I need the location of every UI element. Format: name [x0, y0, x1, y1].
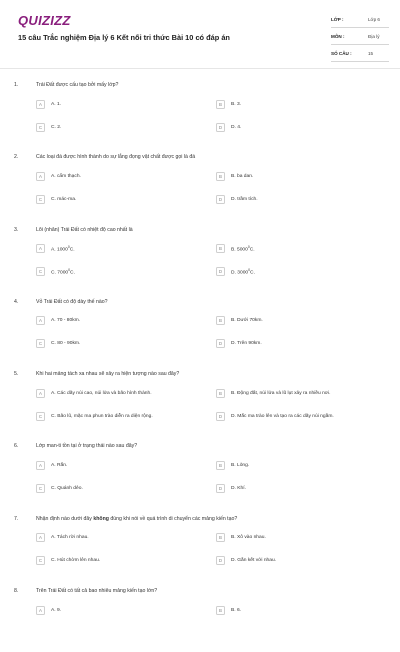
option-letter-box: C: [36, 484, 45, 493]
option-letter-box: A: [36, 533, 45, 542]
question-5: [0, 363, 400, 435]
option-text: [51, 268, 75, 276]
option-text: A. Tách rời nhau.: [51, 535, 89, 541]
meta-label: LỚP :: [331, 16, 344, 22]
option-d[interactable]: [216, 122, 241, 132]
option-d[interactable]: [216, 411, 334, 421]
option-letter-box: B: [216, 100, 225, 109]
option-c[interactable]: [36, 194, 76, 204]
option-a[interactable]: [36, 605, 61, 615]
option-a[interactable]: [36, 171, 81, 181]
question-text-part: đúng khi nói về quá trình di chuyển các mảng kiến tạo?: [108, 515, 238, 522]
question-number: 1.: [14, 82, 19, 88]
option-text: C. 80 - 90km.: [51, 341, 81, 347]
option-b[interactable]: [216, 171, 253, 181]
option-text: C. Quánh dẻo.: [51, 485, 83, 491]
option-letter-box: A: [36, 244, 45, 253]
option-letter-box: A: [36, 461, 45, 470]
option-c[interactable]: [36, 267, 75, 277]
degree-sup: 0: [68, 267, 71, 272]
option-text: [51, 245, 75, 253]
question-text: Lõi (nhân) Trái Đất có nhiệt độ cao nhất là: [36, 226, 133, 233]
option-text: D. Gắn kết với nhau.: [231, 558, 277, 564]
option-text: A. 1.: [51, 101, 62, 107]
option-c[interactable]: [36, 411, 153, 421]
question-number: 3.: [14, 226, 19, 233]
option-b[interactable]: [216, 244, 255, 254]
option-text: C. Hút chờm lên nhau.: [51, 558, 101, 564]
option-letter-box: C: [36, 556, 45, 565]
option-text: C. mác-ma.: [51, 196, 77, 202]
meta-value: Lớp 6: [368, 16, 380, 22]
question-number: 8.: [14, 588, 19, 595]
option-text: C. Bão lũ, mặc ma phun trào diễn ra diện rộng.: [51, 413, 153, 419]
meta-table: [331, 11, 389, 62]
option-letter-box: A: [36, 316, 45, 325]
option-letter-box: D: [216, 195, 225, 204]
question-text: Khi hai mảng tách xa nhau sẽ xảy ra hiện tượng nào sau đây?: [36, 371, 180, 378]
document-title: 15 câu Trắc nghiệm Địa lý 6 Kết nối tri thức Bài 10 có đáp án: [18, 33, 230, 42]
question-list: [0, 74, 400, 652]
option-text: B. Động đất, núi lửa và lũ lụt xảy ra nhiều nơi.: [231, 390, 331, 396]
option-text: D. trầm tích.: [231, 196, 258, 202]
meta-value: 15: [368, 50, 374, 56]
meta-label: SỐ CÂU :: [331, 50, 352, 56]
option-unit: C.: [249, 247, 255, 253]
option-c[interactable]: [36, 122, 61, 132]
question-number: 2.: [14, 154, 19, 161]
option-b[interactable]: [216, 99, 241, 109]
option-d[interactable]: [216, 194, 258, 204]
option-text: A. 70 - 80km.: [51, 318, 81, 324]
option-d[interactable]: [216, 339, 262, 349]
option-text: B. Lỏng.: [231, 462, 250, 468]
option-letter-box: B: [216, 316, 225, 325]
option-b[interactable]: [216, 605, 241, 615]
option-d[interactable]: [216, 556, 276, 566]
question-text: Vỏ Trái Đất có độ dày thế nào?: [36, 298, 108, 305]
option-letter-box: A: [36, 606, 45, 615]
option-letter-box: C: [36, 123, 45, 132]
question-6: [0, 435, 400, 507]
option-value: A. 1000: [51, 247, 68, 253]
question-text-part: Nhận định nào dưới đây: [36, 515, 94, 522]
question-text-emphasis: không: [93, 515, 109, 522]
option-letter-box: A: [36, 389, 45, 398]
option-letter-box: B: [216, 533, 225, 542]
option-letter-box: C: [36, 339, 45, 348]
question-3: [0, 219, 400, 291]
option-letter-box: C: [36, 412, 45, 421]
degree-sup: 0: [67, 244, 70, 249]
option-a[interactable]: [36, 316, 80, 326]
meta-row-grade: [331, 11, 389, 28]
option-text: B. 6.: [231, 607, 242, 613]
option-d[interactable]: [216, 483, 246, 493]
question-2: [0, 146, 400, 218]
question-text: Trên Trái Đất có tất cả bao nhiêu mảng kiến tạo lớn?: [36, 588, 158, 595]
option-b[interactable]: [216, 316, 263, 326]
option-letter-box: B: [216, 389, 225, 398]
option-b[interactable]: [216, 388, 330, 398]
option-letter-box: B: [216, 461, 225, 470]
option-a[interactable]: [36, 533, 89, 543]
option-d[interactable]: [216, 267, 255, 277]
question-text: Các loại đá được hình thành do sự lắng đọng vật chất được gọi là đá: [36, 154, 196, 161]
question-1: [0, 74, 400, 146]
option-letter-box: D: [216, 339, 225, 348]
option-a[interactable]: [36, 244, 75, 254]
option-text: B. Dưới 70km.: [231, 318, 263, 324]
option-b[interactable]: [216, 533, 266, 543]
option-text: A. 9.: [51, 607, 62, 613]
question-number: 5.: [14, 371, 19, 378]
meta-value: Địa lý: [368, 33, 380, 39]
option-text: A. Các dãy núi cao, núi lửa và bão hình thành.: [51, 390, 152, 396]
option-letter-box: D: [216, 484, 225, 493]
option-text: [231, 245, 255, 253]
question-8: [0, 580, 400, 652]
option-text: D. Trên 90km.: [231, 341, 262, 347]
option-b[interactable]: [216, 460, 249, 470]
meta-row-subject: [331, 28, 389, 45]
option-text: D. Mắc ma trào lên và tạo ra các dãy núi ngầm.: [231, 413, 334, 419]
option-value: D. 3000: [231, 270, 249, 276]
option-text: C. 2.: [51, 124, 62, 130]
option-letter-box: D: [216, 123, 225, 132]
option-letter-box: D: [216, 267, 225, 276]
option-letter-box: A: [36, 100, 45, 109]
option-text: D. 4.: [231, 124, 242, 130]
meta-row-count: [331, 45, 389, 62]
option-letter-box: B: [216, 244, 225, 253]
option-text: A. cẩm thạch.: [51, 173, 81, 179]
option-text: A. Rắn.: [51, 462, 68, 468]
question-number: 4.: [14, 298, 19, 305]
option-text: [231, 268, 255, 276]
option-letter-box: C: [36, 195, 45, 204]
option-text: B. 3.: [231, 101, 242, 107]
option-letter-box: D: [216, 556, 225, 565]
option-a[interactable]: [36, 460, 67, 470]
meta-label: MÔN :: [331, 33, 345, 39]
option-c[interactable]: [36, 556, 100, 566]
option-text: D. Khí.: [231, 485, 246, 491]
question-text: Trái Đất được cấu tạo bởi mấy lớp?: [36, 82, 119, 88]
option-letter-box: D: [216, 412, 225, 421]
header-divider: [0, 68, 400, 69]
question-7: [0, 508, 400, 580]
quizizz-logo: QUIZIZZ: [18, 13, 71, 28]
option-a[interactable]: [36, 388, 152, 398]
question-text: [36, 516, 237, 522]
question-number: 7.: [14, 515, 19, 522]
degree-sup: 0: [247, 244, 250, 249]
degree-sup: 0: [248, 267, 251, 272]
question-4: [0, 291, 400, 363]
option-letter-box: A: [36, 172, 45, 181]
option-a[interactable]: [36, 99, 61, 109]
option-value: C. 7000: [51, 270, 69, 276]
option-c[interactable]: [36, 483, 83, 493]
option-unit: C.: [69, 247, 75, 253]
question-text: Lớp man-ti tồn tại ở trạng thái nào sau đây?: [36, 443, 138, 450]
option-unit: C.: [70, 270, 75, 276]
option-letter-box: B: [216, 172, 225, 181]
option-value: B. 5000: [231, 247, 248, 253]
option-unit: C.: [250, 270, 255, 276]
option-c[interactable]: [36, 339, 80, 349]
option-letter-box: B: [216, 606, 225, 615]
option-text: B. ba dan.: [231, 173, 254, 179]
document-header: [0, 0, 400, 70]
question-number: 6.: [14, 443, 19, 450]
option-text: B. Xô vào nhau.: [231, 535, 266, 541]
option-letter-box: C: [36, 267, 45, 276]
